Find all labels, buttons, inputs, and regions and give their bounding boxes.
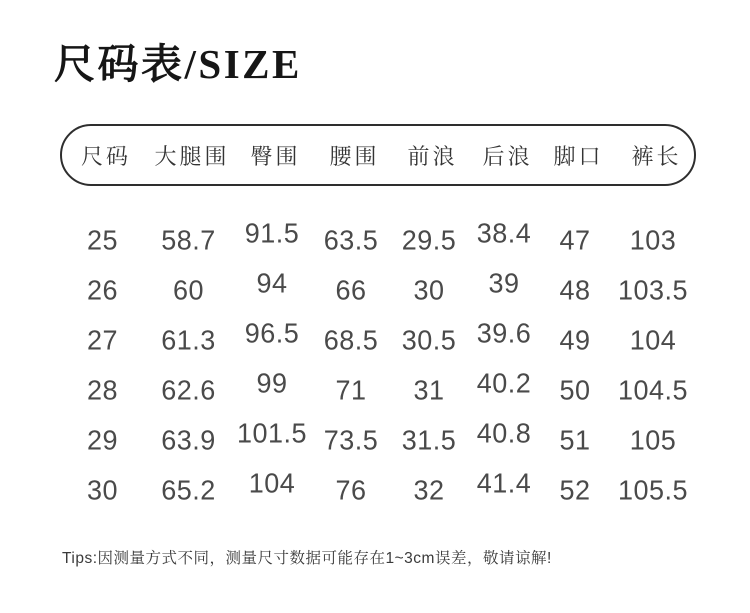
cell-pants-length: 104.5	[617, 373, 689, 406]
col-header-leg-opening: 脚口	[553, 143, 604, 169]
cell-back-rise: 39	[488, 266, 520, 299]
cell-size: 27	[86, 323, 119, 356]
col-header-waist: 腰围	[329, 143, 380, 169]
cell-pants-length: 105	[629, 423, 677, 456]
cell-hip: 99	[256, 366, 288, 399]
cell-front-rise: 32	[413, 473, 445, 506]
cell-thigh: 60	[172, 273, 205, 306]
cell-front-rise: 30	[413, 273, 445, 306]
col-header-hip: 臀围	[250, 143, 301, 169]
cell-thigh: 62.6	[161, 373, 216, 406]
cell-front-rise: 31.5	[401, 423, 457, 456]
cell-hip: 104	[248, 466, 296, 499]
col-header-thigh: 大腿围	[154, 143, 230, 169]
cell-thigh: 61.3	[161, 323, 216, 356]
cell-size: 26	[86, 273, 119, 306]
cell-waist: 76	[335, 473, 367, 506]
table-row	[60, 265, 696, 315]
cell-back-rise: 41.4	[476, 466, 532, 499]
tips-note: Tips:因测量方式不同，测量尺寸数据可能存在1~3cm误差，敬请谅解!	[62, 550, 552, 567]
cell-pants-length: 103	[629, 223, 677, 256]
page-title: 尺码表/SIZE	[54, 41, 302, 87]
table-row	[60, 415, 696, 465]
cell-leg-opening: 52	[559, 473, 591, 506]
cell-waist: 73.5	[323, 423, 379, 456]
cell-waist: 71	[335, 373, 367, 406]
table-body	[60, 215, 696, 515]
cell-thigh: 65.2	[161, 473, 216, 506]
cell-hip: 91.5	[244, 216, 300, 249]
table-row	[60, 315, 696, 365]
cell-thigh: 58.7	[161, 223, 216, 256]
cell-waist: 66	[335, 273, 367, 306]
table-row	[60, 365, 696, 415]
cell-waist: 63.5	[323, 223, 379, 256]
cell-back-rise: 40.8	[476, 416, 532, 449]
cell-front-rise: 31	[413, 373, 445, 406]
col-header-front-rise: 前浪	[407, 143, 458, 169]
cell-leg-opening: 51	[559, 423, 591, 456]
cell-front-rise: 29.5	[401, 223, 457, 256]
cell-size: 28	[86, 373, 119, 406]
cell-back-rise: 40.2	[476, 366, 532, 399]
col-header-pants-length: 裤长	[631, 143, 682, 169]
cell-size: 29	[86, 423, 119, 456]
cell-pants-length: 104	[629, 323, 677, 356]
cell-waist: 68.5	[323, 323, 379, 356]
col-header-back-rise: 后浪	[482, 143, 533, 169]
cell-leg-opening: 50	[559, 373, 591, 406]
cell-front-rise: 30.5	[401, 323, 457, 356]
cell-leg-opening: 47	[559, 223, 591, 256]
cell-back-rise: 38.4	[476, 216, 532, 249]
col-header-size: 尺码	[80, 143, 131, 169]
cell-pants-length: 103.5	[617, 273, 689, 306]
cell-hip: 101.5	[236, 416, 308, 449]
cell-size: 25	[86, 223, 119, 256]
cell-hip: 94	[256, 266, 288, 299]
cell-leg-opening: 49	[559, 323, 591, 356]
cell-thigh: 63.9	[161, 423, 216, 456]
cell-back-rise: 39.6	[476, 316, 532, 349]
table-row	[60, 215, 696, 265]
cell-leg-opening: 48	[559, 273, 591, 306]
cell-hip: 96.5	[244, 316, 300, 349]
table-header-row	[60, 124, 696, 186]
table-row	[60, 465, 696, 515]
cell-pants-length: 105.5	[617, 473, 689, 506]
cell-size: 30	[86, 473, 119, 506]
